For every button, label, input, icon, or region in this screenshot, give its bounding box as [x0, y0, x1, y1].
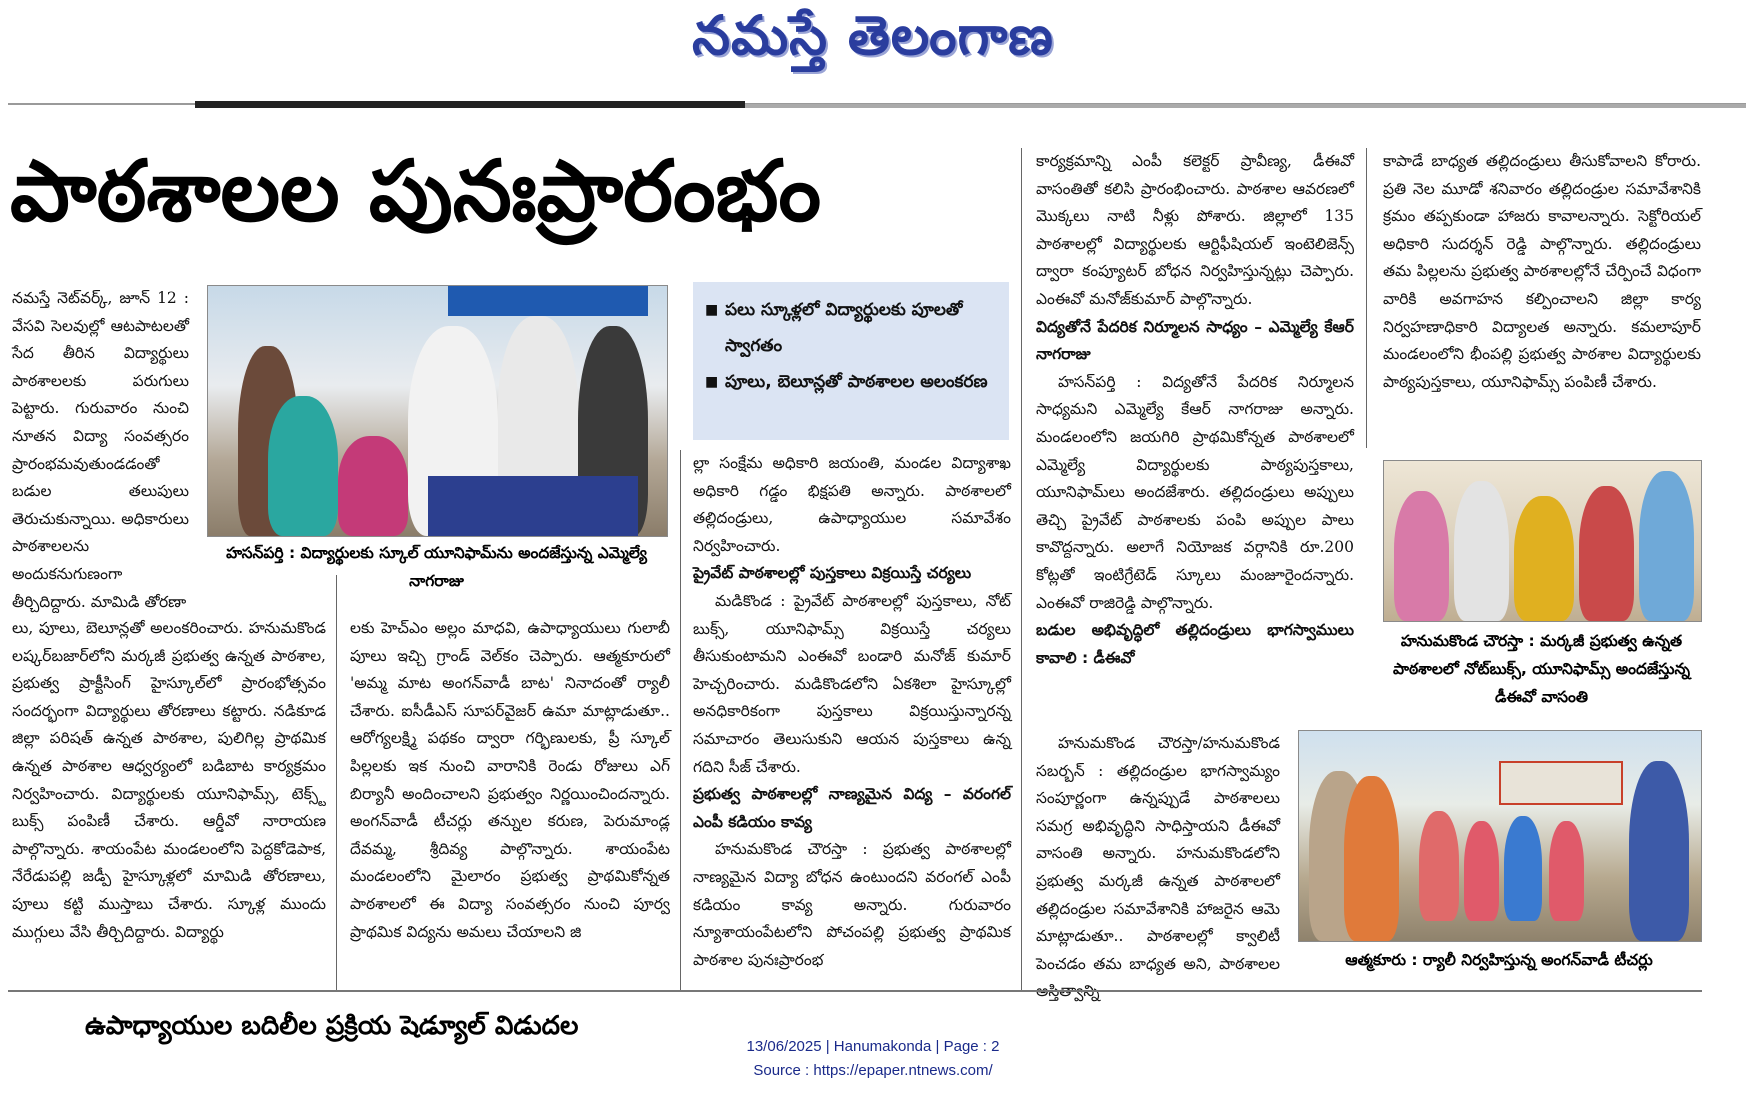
photo-caption: హసన్‌పర్తి : విద్యార్థులకు స్కూల్ యూనిఫామ్‌ను అందజేస్తున్న ఎమ్మెల్యే నాగరాజు [226, 544, 647, 590]
article-text: ల్లా సంక్షేమ అధికారి జయంతి, మండల విద్యాశాఖ అధికారి గడ్డం భిక్షపతి అన్నారు. పాఠశాలలో తల్లిదండ్రులు, ఉపాధ్యాయుల సమావేశం నిర్వహించారు. [693, 454, 1011, 555]
masthead-logo: నమస్తే తెలంగాణ [692, 4, 1054, 67]
article-text: మడికొండ : ప్రైవేట్ పాఠశాలల్లో పుస్తకాలు, నోట్ బుక్స్, యూనిఫామ్స్ విక్రయిస్తే చర్యలు తీసుకుంటామని ఎంఈవో బండారి మనోజ్ కుమార్ హెచ్చరించారు. మడికొండలోని ఏకశిలా హైస్కూల్లో అనధికారికంగా పుస్తకాలు విక్రయిస్తున్నారన్న సమాచారం తెలుసుకుని ఆయన పుస్తకాలు ఉన్న గదిని సీజ్ చేశారు. [693, 591, 1011, 776]
article-text: కాపాడే బాధ్యత తల్లిదండ్రులు తీసుకోవాలని కోరారు. ప్రతి నెల మూడో శనివారం తల్లిదండ్రుల సమావేశానికి క్రమం తప్పకుండా హాజరు కావాలన్నారు. సెక్టోరియల్ అధికారి సుదర్శన్ రెడ్డి పాల్గొన్నారు. తల్లిదండ్రులు తమ పిల్లలను ప్రభుత్వ పాఠశాలల్లోనే చేర్పించే విధంగా వారికి అవగాహన కల్పించాలని జిల్లా కార్య నిర్వహణాధికారి విద్యాలత అన్నారు. కమలాపూర్ మండలంలోని భీంపల్లి ప్రభుత్వ పాఠశాల విద్యార్థులకు పాఠ్యపుస్తకాలు, యూనిఫామ్స్ పంపిణీ చేశారు. [1383, 152, 1701, 391]
article-text: నమస్తే నెట్‌వర్క్, జూన్ 12 : వేసవి సెలవుల్లో ఆటపాటలతో సేద తీరిన విద్యార్థులు పాఠశాలలకు పరుగులు పెట్టారు. గురువారం నుంచి నూతన విద్యా సంవత్సరం ప్రారంభమవుతుండడంతో బడుల తలుపులు తెరుచుకున్నాయి. అధికారులు పాఠశాలలను అందుకనుగుణంగా తీర్చిదిద్దారు. మామిడి తోరణా [12, 289, 189, 611]
subheading: ప్రైవేట్ పాఠశాలల్లో పుస్తకాలు విక్రయిస్తే చర్యలు [693, 564, 972, 583]
article-text: లకు హెచ్‌ఎం అల్లం మాధవి, ఉపాధ్యాయులు గులాబీ పూలు ఇచ్చి గ్రాండ్ వెల్‌కం చెప్పారు. ఆత్మకూరులో 'అమ్మ మాట అంగన్‌వాడీ బాట' నినాదంతో ర్యాలీ చేశారు. ఐసీడీఎస్ సూపర్‌వైజర్ ఉమా మాట్లాడుతూ.. ఆరోగ్యలక్ష్మి పథకం ద్వారా గర్భిణులకు, ప్రీ స్కూల్ పిల్లలకు ఇక నుంచి వారానికి రెండు రోజులు ఎగ్ బిర్యానీ అందించాలని ప్రభుత్వం నిర్ణయించిందన్నారు. అంగన్‌వాడీ టీచర్లు తన్నుల కరుణ, పెరుమాండ్ల దేవమ్మ, శ్రీదివ్య పాల్గొన్నారు. శాయంపేట మండలంలోని మైలారం ప్రభుత్వ ప్రాథమికోన్నత పాఠశాలలో ఈ విద్యా సంవత్సరం నుంచి పూర్వ ప్రాథమిక విద్యను అమలు చేయాలని జి [350, 619, 670, 941]
highlight-item: ■ పలు స్కూళ్లలో విద్యార్థులకు పూలతో స్వాగతం [705, 292, 1005, 364]
photo-hanumakonda [1383, 460, 1702, 622]
next-story-headline-cropped: ఉపాధ్యాయుల బదిలీల ప్రక్రియ షెడ్యూల్ విడుదల [85, 1011, 579, 1041]
subheading: విద్యతోనే పేదరిక నిర్మూలన సాధ్యం – ఎమ్మెల్యే కేఆర్ నాగరాజు [1036, 317, 1354, 364]
subheading: ప్రభుత్వ పాఠశాలల్లో నాణ్యమైన విద్య – వరంగల్ ఎంపీ కడియం కావ్య [693, 785, 1011, 831]
photo-atmakur-rally [1298, 730, 1702, 942]
article-column-1-bottom [12, 615, 326, 987]
photo-hasanparthy [207, 285, 668, 537]
masthead-rule-thick [195, 101, 745, 108]
bullet-icon: ■ [705, 302, 719, 318]
headline: పాఠశాలల పునఃప్రారంభం [10, 142, 822, 240]
article-column-4 [1036, 148, 1354, 728]
masthead-rule-grey [745, 104, 1746, 108]
footer-source-link[interactable]: Source : https://epaper.ntnews.com/ [753, 1062, 993, 1079]
article-text: హసన్‌పర్తి : విద్యతోనే పేదరిక నిర్మూలన సాధ్యమని ఎమ్మెల్యే కేఆర్ నాగరాజు అన్నారు. మండలంలోని జయగిరి ప్రాథమికోన్నత పాఠశాలలో ఎమ్మెల్యే విద్యార్థులకు పాఠ్యపుస్తకాలు, యూనిఫామ్‌లు అందజేశారు. తల్లిదండ్రులు అప్పులు తెచ్చి ప్రైవేట్ పాఠశాలకు పంపి అప్పుల పాలు కావొద్దన్నారు. అలాగే నియోజక వర్గానికి రూ.200 కోట్లతో ఇంటిగ్రేటెడ్ స్కూలు మంజూరైందన్నారు. ఎంఈవో రాజిరెడ్డి పాల్గొన్నారు. [1036, 372, 1354, 612]
column-divider [680, 450, 681, 990]
highlight-item: ■ పూలు, బెలూన్లతో పాఠశాలల అలంకరణ [705, 364, 1005, 400]
article-text: హనుమకొండ చౌరస్తా : ప్రభుత్వ పాఠశాలల్లో నాణ్యమైన విద్యా బోధన ఉంటుందని వరంగల్ ఎంపీ కడియం కావ్య అన్నారు. గురువారం న్యూశాయంపేటలోని పోచంపల్లి ప్రభుత్వ ప్రాథమిక పాఠశాల పునఃప్రారంభ [693, 840, 1011, 969]
footer-date-edition: 13/06/2025 | Hanumakonda | Page : 2 [746, 1038, 1000, 1055]
article-text: కార్యక్రమాన్ని ఎంపీ కలెక్టర్ ప్రావీణ్య, డీఈవో వాసంతితో కలిసి ప్రారంభించారు. పాఠశాల ఆవరణలో మొక్కలు నాటి నీళ్లు పోశారు. జిల్లాలో 135 పాఠశాలల్లో విద్యార్థులకు ఆర్టిఫీషియల్ ఇంటెలిజెన్స్ ద్వారా కంప్యూటర్ బోధన నిర్వహిస్తున్నట్లు చెప్పారు. ఎంఈవో మనోజ్‌కుమార్ పాల్గొన్నారు. [1036, 152, 1354, 308]
article-text: లు, పూలు, బెలూన్లతో అలంకరించారు. హనుమకొండ లష్కర్‌బజార్‌లోని మర్కజీ ప్రభుత్వ ఉన్నత పాఠశాల, ప్రభుత్వ ప్రాక్టీసింగ్ హైస్కూల్‌లో ప్రారంభోత్సవం సందర్భంగా విద్యార్థులు తోరణాలు కట్టారు. నడికూడ జిల్లా పరిషత్ ఉన్నత పాఠశాల, పులిగిల్ల ప్రాథమిక ఉన్నత పాఠశాల ఆధ్వర్యంలో బడిబాట కార్యక్రమం నిర్వహించారు. విద్యార్థులకు యూనిఫామ్స్, టెక్స్ట్ బుక్స్ పంపిణీ చేశారు. ఆర్డీవో నారాయణ పాల్గొన్నారు. శాయంపేట మండలంలోని పెద్దకోడెపాక, నేరేడుపల్లి జడ్పీ హైస్కూళ్లలో మామిడి తోరణాలు, పూలు కట్టి ముస్తాబు చేశారు. స్కూళ్ల ముందు ముగ్గులు వేసి తీర్చిదిద్దారు. విద్యార్థు [12, 619, 326, 941]
column-divider [336, 575, 337, 990]
photo-caption: ఆత్మకూరు : ర్యాలీ నిర్వహిస్తున్న అంగన్‌వాడీ టీచర్లు [1345, 951, 1653, 969]
photo-caption: హనుమకొండ చౌరస్తా : మర్కజీ ప్రభుత్వ ఉన్నత పాఠశాలలో నోట్‌బుక్స్, యూనిఫామ్స్ అందజేస్తున్న డీఈవో వాసంతి [1392, 632, 1691, 706]
article-column-3 [693, 450, 1011, 988]
column-divider [1366, 148, 1367, 448]
article-text: హనుమకొండ చౌరస్తా/హనుమకొండ సబర్బన్ : తల్లిదండ్రుల భాగస్వామ్యం సంపూర్ణంగా ఉన్నప్పుడే పాఠశాలలు సమగ్ర అభివృద్ధిని సాధిస్తాయని డీఈవో వాసంతి అన్నారు. హనుమకొండలోని ప్రభుత్వ మర్కజీ ఉన్నత పాఠశాలలో తల్లిదండ్రుల సమావేశానికి హాజరైన ఆమె మాట్లాడుతూ.. పాఠశాలల్లో క్వాలిటీ పెంచడం తమ బాధ్యత అని, పాఠశాలల [1036, 734, 1280, 973]
subheading: బడుల అభివృద్ధిలో తల్లిదండ్రులు భాగస్వాములు కావాలి : డీఈవో [1036, 621, 1354, 667]
bullet-icon: ■ [705, 374, 719, 390]
article-column-5 [1383, 148, 1701, 448]
highlights-box [693, 282, 1009, 440]
page-bottom-rule [8, 990, 1702, 992]
column-divider [1021, 148, 1022, 990]
article-column-1-top [12, 285, 189, 611]
article-column-2 [350, 615, 670, 987]
article-column-4-bottom [1036, 730, 1280, 988]
